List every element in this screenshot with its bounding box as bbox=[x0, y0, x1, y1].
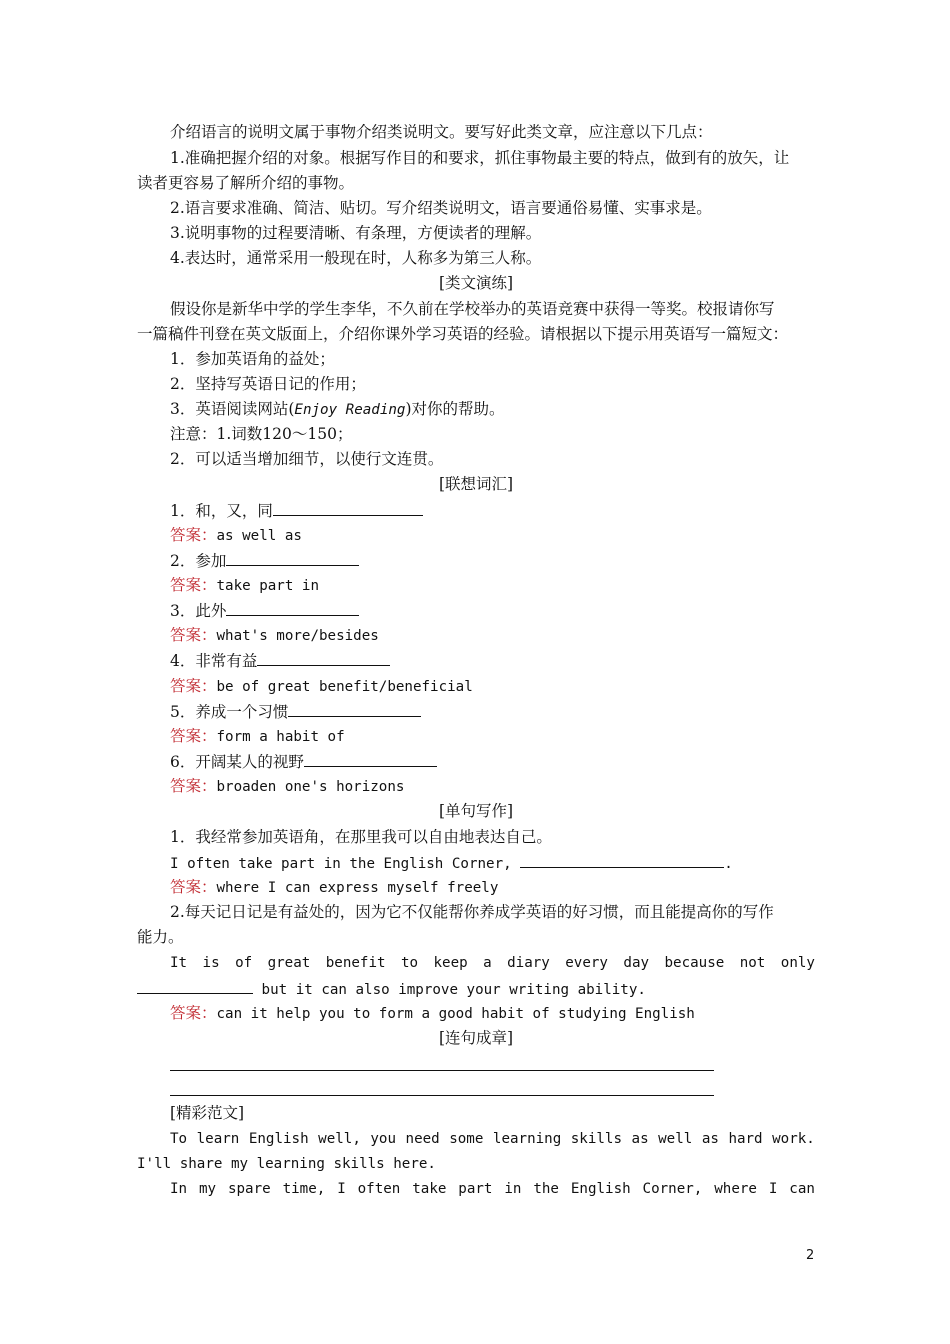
word: take bbox=[412, 1181, 447, 1197]
practice-note-2: 2．可以适当增加细节，以使行文连贯。 bbox=[170, 450, 444, 468]
vocab-question-2 bbox=[137, 550, 848, 571]
practice-note-1: 注意：1.词数120～150； bbox=[170, 425, 353, 443]
intro-point-3: 3.说明事物的过程要清晰、有条理，方便读者的理解。 bbox=[170, 224, 542, 242]
answer-text: form a habit of bbox=[216, 729, 345, 745]
vocab-answer-4 bbox=[137, 676, 848, 697]
answer-blank bbox=[273, 500, 423, 516]
answer-label: 答案： bbox=[170, 677, 217, 695]
answer-text: be of great benefit/beneficial bbox=[216, 679, 473, 695]
practice-prompt-cont: 一篇稿件刊登在英文版面上，介绍你课外学习英语的经验。请根据以下提示用英语写一篇短文： bbox=[137, 325, 789, 343]
sentence-2-answer bbox=[137, 1003, 848, 1024]
section-heading-vocab: [联想词汇] bbox=[438, 475, 514, 493]
word: time, bbox=[282, 1181, 326, 1197]
word: learn bbox=[196, 1131, 240, 1147]
answer-blank bbox=[288, 701, 421, 717]
sentence-2-english bbox=[137, 953, 815, 973]
word: English bbox=[570, 1181, 631, 1197]
answer-blank bbox=[226, 550, 359, 566]
word: I bbox=[768, 1181, 778, 1197]
page-number: 2 bbox=[806, 1248, 815, 1263]
answer-blank bbox=[304, 751, 437, 767]
answer-label: 答案： bbox=[170, 526, 217, 544]
word: to bbox=[400, 955, 419, 971]
writing-line bbox=[170, 1070, 714, 1071]
answer-label: 答案： bbox=[170, 1004, 217, 1022]
word: not bbox=[739, 955, 766, 971]
practice-hint-2: 2．坚持写英语日记的作用； bbox=[170, 375, 366, 393]
word: only bbox=[780, 955, 815, 971]
vocab-answer-3 bbox=[137, 625, 848, 646]
vocab-question-6 bbox=[137, 751, 848, 772]
word: often bbox=[357, 1181, 401, 1197]
answer-label: 答案： bbox=[170, 626, 217, 644]
answer-text: what's more/besides bbox=[216, 628, 379, 644]
word: a bbox=[483, 955, 492, 971]
section-heading-practice: [类文演练] bbox=[438, 274, 514, 292]
word: some bbox=[449, 1131, 484, 1147]
word: part bbox=[458, 1181, 493, 1197]
word: well bbox=[658, 1131, 693, 1147]
answer-label: 答案： bbox=[170, 727, 217, 745]
sentence-1-english bbox=[137, 852, 848, 874]
word: Corner, bbox=[642, 1181, 703, 1197]
sample-paragraph-1-cont: I'll share my learning skills here. bbox=[137, 1156, 436, 1172]
answer-text: as well as bbox=[216, 528, 302, 544]
intro-point-2: 2.语言要求准确、简洁、贴切。写介绍类说明文，语言要通俗易懂、实事求是。 bbox=[170, 199, 712, 217]
hint-3-suffix: )对你的帮助。 bbox=[405, 400, 505, 418]
vocab-question-text: 2．参加 bbox=[170, 552, 227, 570]
word: In bbox=[170, 1181, 188, 1197]
vocab-question-3 bbox=[137, 600, 848, 621]
section-heading-sentences: [单句写作] bbox=[438, 802, 514, 820]
word: English bbox=[248, 1131, 309, 1147]
word: skills bbox=[570, 1131, 623, 1147]
word: To bbox=[170, 1131, 188, 1147]
word: can bbox=[789, 1181, 815, 1197]
answer-label: 答案： bbox=[170, 576, 217, 594]
word: as bbox=[701, 1131, 719, 1147]
word: learning bbox=[492, 1131, 562, 1147]
answer-text: broaden one's horizons bbox=[216, 779, 405, 795]
answer-text: where I can express myself freely bbox=[216, 880, 499, 896]
word: because bbox=[664, 955, 725, 971]
practice-hint-1: 1．参加英语角的益处； bbox=[170, 350, 335, 368]
practice-hint-3 bbox=[137, 399, 848, 420]
sentence-2-question-cont: 能力。 bbox=[137, 928, 184, 946]
intro-paragraph: 介绍语言的说明文属于事物介绍类说明文。要写好此类文章，应注意以下几点： bbox=[170, 123, 713, 141]
word: every bbox=[565, 955, 608, 971]
word: diary bbox=[507, 955, 550, 971]
word: great bbox=[267, 955, 311, 971]
word: need bbox=[405, 1131, 440, 1147]
word: you bbox=[370, 1131, 397, 1147]
word: It bbox=[170, 955, 188, 971]
word: my bbox=[198, 1181, 217, 1197]
section-heading-composition: [连句成章] bbox=[438, 1029, 514, 1047]
word: work. bbox=[772, 1131, 815, 1147]
vocab-question-text: 3．此外 bbox=[170, 602, 227, 620]
practice-prompt: 假设你是新华中学的学生李华，不久前在学校举办的英语竞赛中获得一等奖。校报请你写 bbox=[170, 300, 775, 318]
vocab-question-text: 1．和，又，同 bbox=[170, 502, 273, 520]
website-name: Enjoy Reading bbox=[294, 402, 406, 418]
answer-blank bbox=[137, 978, 253, 994]
word: as bbox=[631, 1131, 649, 1147]
word: I bbox=[337, 1181, 346, 1197]
sentence-2-english-cont bbox=[137, 978, 815, 1000]
answer-text: take part in bbox=[216, 578, 320, 594]
writing-line bbox=[170, 1095, 714, 1096]
sample-paragraph-1 bbox=[137, 1129, 815, 1149]
sentence-2-text: but it can also improve your writing ability. bbox=[253, 982, 646, 998]
sentence-1-answer bbox=[137, 877, 848, 898]
word: the bbox=[533, 1181, 559, 1197]
hint-3-prefix: 3．英语阅读网站( bbox=[170, 400, 295, 418]
answer-label: 答案： bbox=[170, 878, 217, 896]
vocab-question-5 bbox=[137, 701, 848, 722]
word: keep bbox=[433, 955, 468, 971]
word: day bbox=[623, 955, 650, 971]
section-heading-sample: [精彩范文] bbox=[170, 1104, 245, 1122]
word: benefit bbox=[325, 955, 386, 971]
vocab-question-1 bbox=[137, 500, 848, 521]
sentence-2-question: 2.每天记日记是有益处的，因为它不仅能帮你养成学英语的好习惯，而且能提高你的写作 bbox=[170, 903, 774, 921]
word: hard bbox=[728, 1131, 763, 1147]
sentence-1-question: 1．我经常参加英语角，在那里我可以自由地表达自己。 bbox=[170, 828, 552, 846]
answer-blank bbox=[257, 650, 390, 666]
vocab-answer-6 bbox=[137, 776, 848, 797]
answer-label: 答案： bbox=[170, 777, 217, 795]
answer-blank bbox=[226, 600, 359, 616]
sentence-1-text: I often take part in the English Corner, bbox=[170, 856, 521, 872]
vocab-question-text: 4．非常有益 bbox=[170, 652, 258, 670]
sentence-1-period: . bbox=[724, 856, 733, 872]
word: where bbox=[714, 1181, 757, 1197]
word: in bbox=[504, 1181, 522, 1197]
intro-point-1-cont: 读者更容易了解所介绍的事物。 bbox=[137, 174, 355, 192]
answer-blank bbox=[520, 852, 724, 868]
vocab-question-text: 5．养成一个习惯 bbox=[170, 703, 289, 721]
vocab-question-text: 6．开阔某人的视野 bbox=[170, 753, 304, 771]
vocab-answer-1 bbox=[137, 525, 848, 546]
intro-point-1: 1.准确把握介绍的对象。根据写作目的和要求，抓住事物最主要的特点，做到有的放矢，让 bbox=[170, 149, 790, 167]
word: is bbox=[202, 955, 220, 971]
word: of bbox=[235, 955, 253, 971]
sample-paragraph-2 bbox=[137, 1179, 815, 1199]
vocab-answer-2 bbox=[137, 575, 848, 596]
answer-text: can it help you to form a good habit of studying English bbox=[216, 1006, 695, 1022]
word: spare bbox=[227, 1181, 271, 1197]
intro-point-4: 4.表达时，通常采用一般现在时，人称多为第三人称。 bbox=[170, 249, 542, 267]
word: well, bbox=[318, 1131, 361, 1147]
vocab-answer-5 bbox=[137, 726, 848, 747]
vocab-question-4 bbox=[137, 650, 848, 671]
